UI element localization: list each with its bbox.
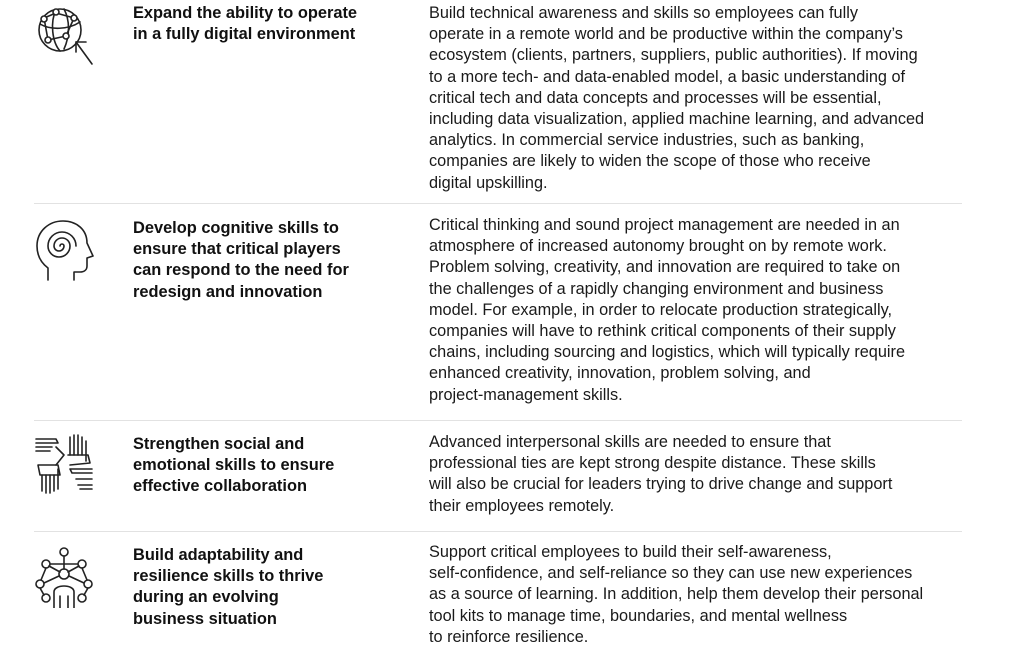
- table-row: [34, 421, 962, 532]
- table-row: [34, 0, 962, 204]
- row-heading: Build adaptability and resilience skills to thrive during an evolving business situation: [133, 546, 324, 628]
- row-heading: Develop cognitive skills to ensure that critical players can respond to the need for redesign and innovation: [133, 219, 349, 301]
- network-globe-cursor-icon: [34, 2, 94, 68]
- skills-table: [34, 0, 962, 671]
- row-description: Advanced interpersonal skills are needed to ensure that professional ties are kept strong despite distance. These skills will also be crucial for leaders trying to drive change and support their employees remotely.: [429, 433, 893, 515]
- table-row: [34, 204, 962, 421]
- row-description: Support critical employees to build their self-awareness, self-confidence, and self-reliance so they can use new experiences as a source of learning. In addition, help them develop their personal tool kits to manage time, boundaries, and mental wellness to reinforce resilience.: [429, 543, 924, 646]
- people-network-icon: [34, 546, 94, 608]
- table-row: [34, 532, 962, 671]
- row-description: Critical thinking and sound project management are needed in an atmosphere of increased autonomy brought on by remote work. Problem solving, creativity, and innovation are required to take on the challenges of a rapidly changing environment and business model. For example, in order to relocate production strategically, companies will have to rethink critical components of their supply chains, including sourcing and logistics, which will typically require enhanced creativity, innovation, problem solving, and project-management skills.: [429, 216, 905, 404]
- row-heading: Expand the ability to operate in a fully digital environment: [133, 4, 358, 44]
- row-description: Build technical awareness and skills so employees can fully operate in a remote world and be productive within the company’s ecosystem (clients, partners, suppliers, public authorities). If moving to a more tech- and data-enabled model, a basic understanding of critical tech and data concepts and processes will be essential, including data visualization, applied machine learning, and advanced analytics. In commercial service industries, such as banking, companies are likely to widen the scope of those who receive digital upskilling.: [429, 4, 925, 192]
- row-heading: Strengthen social and emotional skills to ensure effective collaboration: [133, 435, 335, 496]
- interlocking-hands-icon: [34, 433, 94, 495]
- head-spiral-icon: [34, 218, 94, 284]
